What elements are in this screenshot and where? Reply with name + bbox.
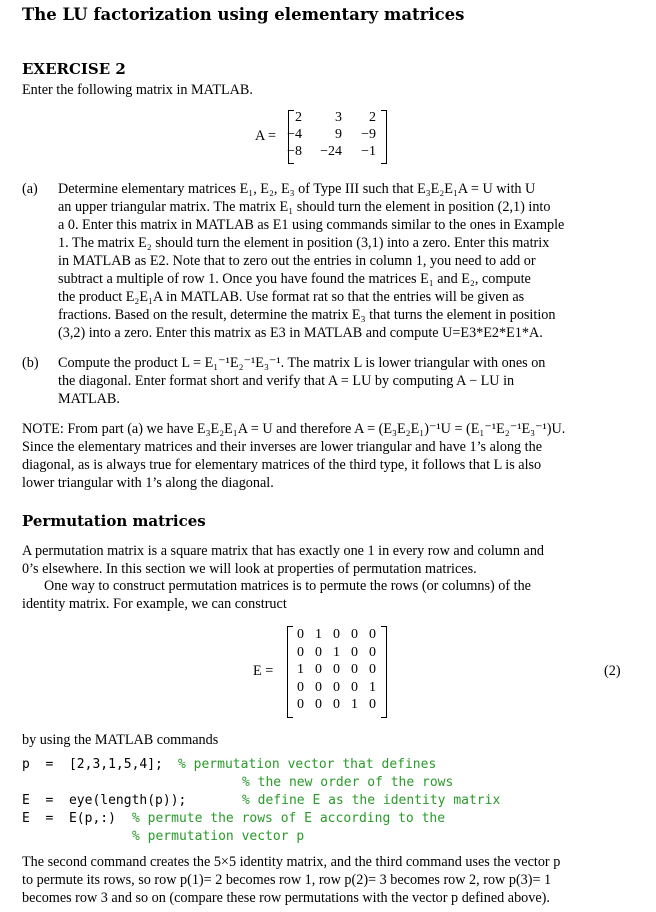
part-a-line: (3,2) into a zero. Enter this matrix as E3 in MATLAB and compute U=E3*E2*E1*A. — [58, 325, 543, 341]
matrix-E-cell: 0 — [315, 697, 322, 712]
part-a-line: Determine elementary matrices E₁, E₂, E₃ of Type III such that E₃E₂E₁A = U with U — [58, 181, 536, 197]
matrix-E-cell: 1 — [351, 697, 358, 712]
matrix-A-cell: −9 — [361, 127, 376, 142]
matrix-E-cell: 1 — [297, 662, 304, 677]
matrix-E-cell: 1 — [369, 679, 376, 695]
matrix-A-cell: −24 — [320, 144, 342, 159]
code-comment: % the new order of the rows — [242, 775, 454, 790]
matrix-A-cell: 2 — [369, 110, 376, 125]
second-line: identity matrix. For example, we can construct — [22, 596, 287, 612]
matrix-E-cell: 0 — [351, 644, 358, 660]
matrix-A-cell: −4 — [287, 127, 302, 142]
note-line: Since the elementary matrices and their inverses are lower triangular and have 1’s along the — [22, 439, 543, 455]
matrix-E-cell: 0 — [369, 627, 376, 642]
part-a-line: fractions. Based on the result, determine the matrix E₃ that turns the element in position — [58, 307, 556, 323]
part-b-label: (b) — [22, 355, 39, 371]
code-comment: % permutation vector that defines — [178, 757, 437, 772]
code-line: p = [2,3,1,5,4]; — [22, 757, 163, 772]
matrix-A-cell: −1 — [361, 144, 376, 159]
matrix-E-cell: 0 — [369, 662, 376, 677]
exercise-heading: EXERCISE 2 — [22, 60, 126, 78]
matrix-E-cell: 0 — [369, 644, 376, 660]
final-line: becomes row 3 and so on (compare these row permutations with the vector p defined above). — [22, 890, 550, 906]
matrix-E-cell: 0 — [297, 627, 304, 642]
code-comment: % permute the rows of E according to the — [132, 811, 446, 826]
matrix-E-cell: 0 — [315, 679, 322, 695]
exercise-intro: Enter the following matrix in MATLAB. — [22, 82, 253, 98]
matrix-E-cell: 1 — [315, 627, 322, 642]
matrix-E-cell: 0 — [333, 697, 340, 712]
code-line: E = eye(length(p)); — [22, 793, 187, 808]
matrix-E-cell: 0 — [369, 697, 376, 712]
matrix-E-cell: 0 — [333, 662, 340, 677]
matrix-E-cell: 0 — [333, 627, 340, 642]
code-comment: % permutation vector p — [132, 829, 305, 844]
by-using-text: by using the MATLAB commands — [22, 732, 219, 748]
matrix-A-cell: −8 — [287, 144, 302, 159]
note-line: lower triangular with 1’s along the diagonal. — [22, 475, 274, 491]
matrix-E-cell: 0 — [351, 627, 358, 642]
matrix-A-cell: 2 — [295, 110, 302, 125]
code-comment: % define E as the identity matrix — [242, 793, 501, 808]
matrix-A-cell: 9 — [335, 127, 342, 142]
section-heading-permutation: Permutation matrices — [22, 512, 206, 530]
matrix-E-cell: 0 — [315, 644, 322, 660]
intro-line: A permutation matrix is a square matrix that has exactly one 1 in every row and column and — [22, 543, 545, 559]
note-line: diagonal, as is always true for elementary matrices of the third type, it follows that L is also — [22, 457, 542, 473]
part-a-label: (a) — [22, 181, 38, 197]
matrix-A-lhs: A = — [255, 128, 277, 144]
note-line: NOTE: From part (a) we have E₃E₂E₁A = U and therefore A = (E₃E₂E₁)⁻¹U = (E₁⁻¹E₂⁻¹E₃⁻¹)U. — [22, 421, 566, 437]
equation-number: (2) — [604, 663, 621, 679]
matrix-E-cell: 0 — [297, 697, 304, 712]
matrix-E-cell: 0 — [351, 662, 358, 677]
part-a-line: in MATLAB as E2. Note that to zero out the entries in column 1, you need to add or — [58, 253, 536, 269]
matrix-A-cell: 3 — [335, 110, 342, 125]
part-a-line: subtract a multiple of row 1. Once you have found the matrices E₁ and E₂, compute — [58, 271, 531, 287]
matrix-E-cell: 0 — [351, 679, 358, 695]
part-b-line: MATLAB. — [58, 391, 120, 407]
matrix-E-cell: 0 — [315, 662, 322, 677]
intro-line: 0’s elsewhere. In this section we will look at properties of permutation matrices. — [22, 561, 477, 577]
second-line: One way to construct permutation matrices is to permute the rows (or columns) of the — [44, 578, 531, 594]
part-a-line: an upper triangular matrix. The matrix E₁ should turn the element in position (2,1) into — [58, 199, 551, 215]
code-line: E = E(p,:) — [22, 811, 116, 826]
part-b-line: the diagonal. Enter format short and verify that A = LU by computing A − LU in — [58, 373, 515, 389]
matrix-E-cell: 0 — [297, 679, 304, 695]
final-line: to permute its rows, so row p(1)= 2 becomes row 1, row p(2)= 3 becomes row 2, row p(3)= 1 — [22, 872, 552, 888]
matrix-E-cell: 0 — [297, 644, 304, 660]
page-title: The LU factorization using elementary matrices — [22, 5, 465, 24]
final-line: The second command creates the 5×5 identity matrix, and the third command uses the vector p — [22, 854, 561, 870]
matrix-E-cell: 1 — [333, 644, 340, 660]
matrix-E-lhs: E = — [253, 663, 274, 679]
part-a-line: 1. The matrix E₂ should turn the element in position (3,1) into a zero. Enter this matrix — [58, 235, 550, 251]
matrix-E-cell: 0 — [333, 679, 340, 695]
part-a-line: the product E₂E₁A in MATLAB. Use format rat so that the entries will be given as — [58, 289, 525, 305]
part-a-line: a 0. Enter this matrix in MATLAB as E1 using commands similar to the ones in Example — [58, 217, 565, 233]
part-b-line: Compute the product L = E₁⁻¹E₂⁻¹E₃⁻¹. The matrix L is lower triangular with ones on — [58, 355, 546, 371]
matrix-A-right-bracket — [381, 110, 387, 164]
matrix-E-right-bracket — [381, 626, 387, 718]
